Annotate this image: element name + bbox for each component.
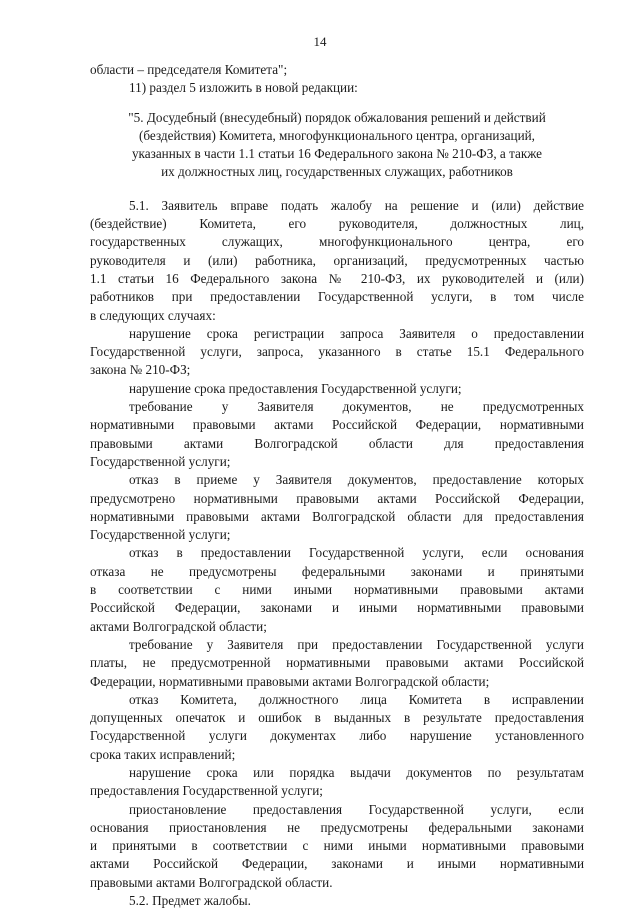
body-paragraphs [90, 197, 584, 910]
body-line: Федерации, нормативными правовыми актами Волгоградской области; [90, 673, 490, 689]
body-line: в следующих случаях: [90, 307, 216, 323]
body-line: в соответствии с ними иными нормативными правовыми актами [90, 582, 584, 598]
body-line: (бездействие) Комитета, его руководителя, должностных лиц, [90, 216, 584, 232]
body-line: и принятыми в соответствии с ними иными нормативными правовыми [90, 838, 584, 854]
body-line: нарушение срока предоставления Государственной услуги; [129, 380, 462, 396]
body-line: срока таких исправлений; [90, 746, 236, 762]
body-line: государственных служащих, многофункционального центра, его [90, 234, 584, 250]
body-line: отказа не предусмотрены федеральными законами и принятыми [90, 563, 584, 579]
body-line: актами Волгоградской области; [90, 618, 267, 634]
body-line: Государственной услуги, запроса, указанного в статье 15.1 Федерального [90, 344, 584, 360]
body-line: 1.1 статьи 16 Федерального закона № 210-ФЗ, их руководителей и (или) [90, 270, 584, 286]
body-line: Государственной услуги; [90, 527, 231, 543]
body-line: требование у Заявителя при предоставлении Государственной услуги [129, 636, 584, 652]
body-line: правовыми актами Волгоградской области. [90, 874, 333, 890]
intro-line: области – председателя Комитета"; [90, 62, 288, 77]
body-line: 5.2. Предмет жалобы. [129, 893, 251, 909]
page-number: 14 [313, 34, 327, 49]
body-line: отказ Комитета, должностного лица Комитета в исправлении [129, 691, 584, 707]
body-line: Государственной услуги; [90, 453, 231, 469]
body-line: руководителя и (или) работника, организаций, предусмотренных частью [90, 252, 584, 268]
body-line: закона № 210-ФЗ; [90, 362, 191, 378]
body-line: работников при предоставлении Государственной услуги, в том числе [90, 289, 584, 305]
heading-line: "5. Досудебный (внесудебный) порядок обжалования решений и действий [128, 109, 546, 125]
body-line: нарушение срока или порядка выдачи документов по результатам [129, 764, 584, 780]
body-line: Российской Федерации, законами и иными нормативными правовыми [90, 600, 584, 616]
body-line: допущенных опечаток и ошибок в выданных в результате предоставления [90, 710, 584, 726]
body-line: предусмотрено нормативными правовыми актами Российской Федерации, [90, 490, 584, 506]
body-line: актами Российской Федерации, законами и иными нормативными [90, 856, 584, 872]
body-line: отказ в предоставлении Государственной услуги, если основания [129, 545, 584, 561]
body-line: Государственной услуги документах либо нарушение установленного [90, 728, 584, 744]
body-line: нормативными правовыми актами Российской Федерации, нормативными [90, 417, 584, 433]
body-line: требование у Заявителя документов, не предусмотренных [129, 399, 584, 415]
body-line: предоставления Государственной услуги; [90, 783, 323, 799]
body-line: основания приостановления не предусмотрены федеральными законами [90, 819, 584, 835]
section-heading [90, 109, 584, 182]
body-line: платы, не предусмотренной нормативными правовыми актами Российской [90, 655, 584, 671]
body-line: нарушение срока регистрации запроса Заявителя о предоставлении [129, 325, 584, 341]
body-line: нормативными правовыми актами Волгоградской области для предоставления [90, 508, 584, 524]
document-body [90, 61, 584, 910]
heading-line: их должностных лиц, государственных служащих, работников [161, 164, 513, 180]
body-line: приостановление предоставления Государственной услуги, если [129, 801, 584, 817]
heading-line: (бездействия) Комитета, многофункционального центра, организаций, [139, 127, 535, 143]
body-line: правовыми актами Волгоградской области для предоставления [90, 435, 584, 451]
body-line: 5.1. Заявитель вправе подать жалобу на решение и (или) действие [129, 197, 584, 213]
heading-line: указанных в части 1.1 статьи 16 Федерального закона № 210-ФЗ, а также [131, 146, 543, 162]
body-line: отказ в приеме у Заявителя документов, предоставление которых [129, 472, 584, 488]
intro-line: 11) раздел 5 изложить в новой редакции: [129, 80, 358, 96]
